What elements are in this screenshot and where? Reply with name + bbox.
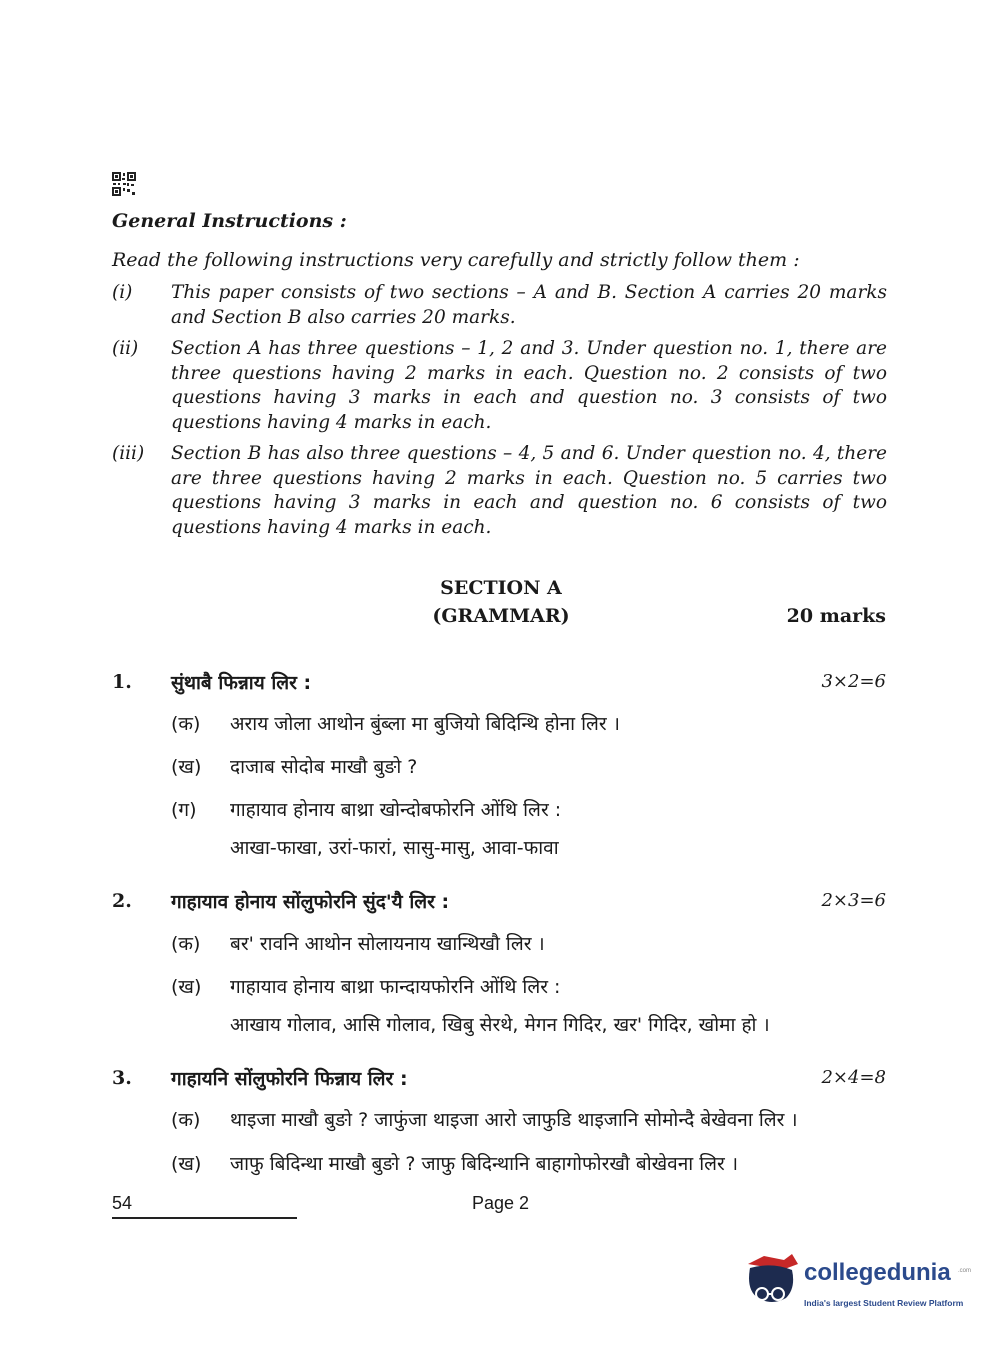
instruction-text: Section B has also three questions – 4, 5 and 6. Under question no. 4, there are three questions having 2 marks in each. Question no. 5 carries two questions having 3 marks in each and question no. 6 consists of two questions having 4 marks in each. xyxy=(171,443,887,538)
watermark-domain: .com xyxy=(958,1268,972,1274)
paper-code: 54 xyxy=(112,1193,133,1213)
instruction-item xyxy=(112,337,887,435)
instructions-intro: Read the following instructions very carefully and strictly follow them : xyxy=(112,249,800,271)
part-label: (क) xyxy=(171,933,201,955)
part-label: (ख) xyxy=(171,1153,202,1175)
watermark-tagline: India's largest Student Review Platform xyxy=(804,1298,964,1308)
question-marks: 2×3=6 xyxy=(821,890,886,911)
question-heading: सुंथाबै फिन्नाय लिर : xyxy=(171,672,312,694)
instruction-text: Section A has three questions – 1, 2 and 3. Under question no. 1, there are three questions having 2 marks in each. Question no. 2 consists of two questions having 3 marks in each and question no. 3 consists of two questions having 4 marks in each. xyxy=(171,338,887,433)
general-instructions-title: General Instructions : xyxy=(112,210,347,232)
question-marks: 3×2=6 xyxy=(821,671,886,692)
part-text: गाहायाव होनाय बाथ्रा फान्दायफोरनि ओंथि लिर : xyxy=(230,976,561,998)
footer-divider xyxy=(112,1217,297,1219)
qr-code-icon xyxy=(112,172,136,196)
part-label: (ख) xyxy=(171,976,202,998)
instruction-text: This paper consists of two sections – A and B. Section A carries 20 marks and Section B also carries 20 marks. xyxy=(171,282,887,328)
part-extra-text: आखा-फाखा, उरां-फारां, सासु-मासु, आवा-फावा xyxy=(230,837,559,859)
question-number: 2. xyxy=(112,890,132,912)
part-label: (ख) xyxy=(171,756,202,778)
question-number: 3. xyxy=(112,1067,132,1089)
instruction-number: (iii) xyxy=(112,443,145,464)
part-text: गाहायाव होनाय बाथ्रा खोन्दोबफोरनि ओंथि लिर : xyxy=(230,799,562,821)
part-label: (क) xyxy=(171,713,201,735)
instruction-number: (i) xyxy=(112,282,133,303)
question-heading: गाहायनि सोंलुफोरनि फिन्नाय लिर : xyxy=(171,1068,408,1090)
instruction-number: (ii) xyxy=(112,338,139,359)
question-marks: 2×4=8 xyxy=(821,1067,886,1088)
part-label: (ग) xyxy=(171,799,197,821)
part-label: (क) xyxy=(171,1109,201,1131)
section-marks: 20 marks xyxy=(786,605,886,627)
section-title: SECTION A xyxy=(440,577,562,599)
instruction-item xyxy=(112,442,887,540)
part-text: जाफु बिदिन्था माखौ बुङो ? जाफु बिदिन्थानि बाहागोफोरखौ बोखेवना लिर । xyxy=(230,1153,739,1175)
part-text: बर' रावनि आथोन सोलायनाय खान्थिखौ लिर । xyxy=(230,933,545,955)
instruction-item xyxy=(112,281,887,330)
question-heading: गाहायाव होनाय सोंलुफोरनि सुंद'यै लिर : xyxy=(171,891,450,913)
watermark-brand: collegedunia xyxy=(804,1259,951,1286)
part-extra-text: आखाय गोलाव, आसि गोलाव, खिबु सेरथे, मेगन गिदिर, खर' गिदिर, खोमा हो । xyxy=(230,1014,770,1036)
part-text: अराय जोला आथोन बुंब्ला मा बुजियो बिदिन्थि होना लिर । xyxy=(230,713,620,735)
section-subtitle: (GRAMMAR) xyxy=(432,605,570,627)
part-text: थाइजा माखौ बुङो ? जाफुंजा थाइजा आरो जाफुडि थाइजानि सोमोन्दै बेखेवना लिर । xyxy=(230,1109,798,1131)
page-number: Page 2 xyxy=(472,1193,530,1213)
part-text: दाजाब सोदोब माखौ बुङो ? xyxy=(230,756,418,778)
question-number: 1. xyxy=(112,671,132,693)
